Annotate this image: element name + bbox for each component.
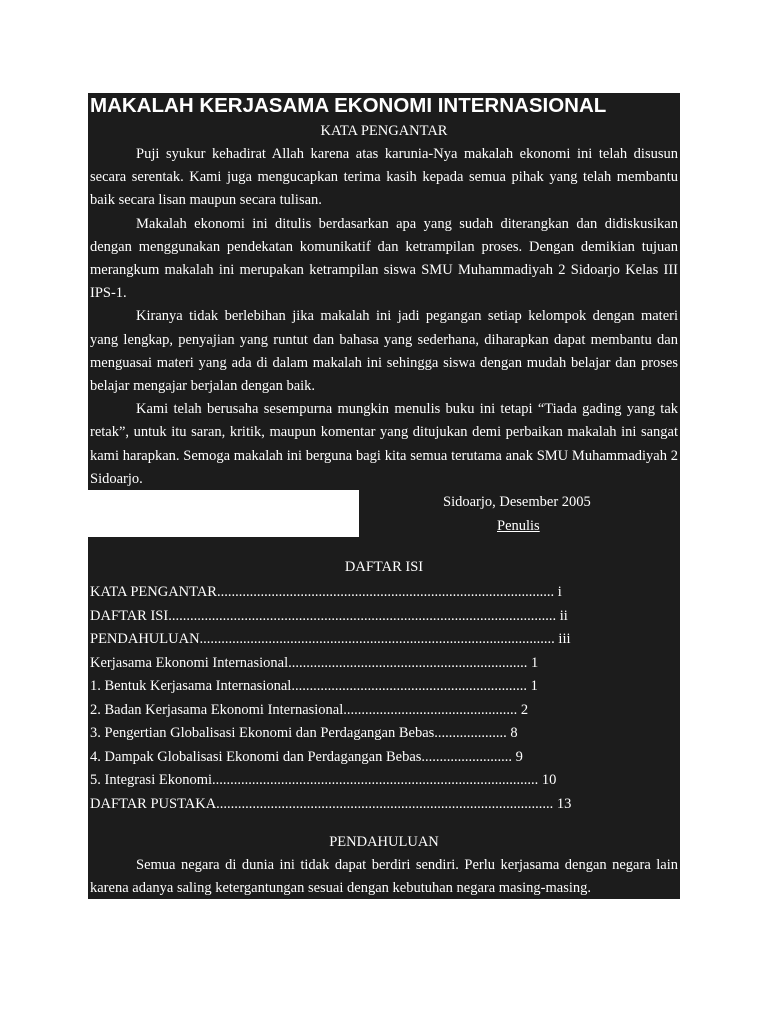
paragraph-4: Kami telah berusaha sesempurna mungkin menulis buku ini tetapi “Tiada gading yang tak retak”, untuk itu saran, kritik, maupun komentar yang ditujukan demi perbaikan makalah ini sangat kami harapkan. Semoga makalah ini berguna bagi kita semua terutama anak SMU Muhammadiyah 2 Sidoarjo. [90,401,678,487]
document-top-section [88,93,680,490]
paragraph-2: Makalah ekonomi ini ditulis berdasarkan apa yang sudah diterangkan dan didiskusikan dengan menggunakan pendekatan komunikatif dan ketrampilan proses. Dengan demikian tujuan merangkum makalah ini merupakan ketrampilan siswa SMU Muhammadiyah 2 Sidoarjo Kelas III IPS-1. [90,215,678,302]
document-title: MAKALAH KERJASAMA EKONOMI INTERNASIONAL [90,94,607,117]
toc-entry[interactable]: DAFTAR PUSTAKA............................................................................................. 13 [90,795,572,812]
toc-entry[interactable]: 3. Pengertian Globalisasi Ekonomi dan Perdagangan Bebas.................... 8 [90,725,518,741]
daftar-isi-heading: DAFTAR ISI [344,559,424,575]
table-of-contents [88,581,680,816]
author-label: Penulis [497,518,540,534]
paragraph-1: Puji syukur kehadirat Allah karena atas karunia-Nya makalah ekonomi ini telah disusun secara serentak. Kami juga mengucapkan terima kasih kepada semua pihak yang telah membantu baik secara lisan maupun secara tulisan. [90,146,678,209]
toc-entry[interactable]: 4. Dampak Globalisasi Ekonomi dan Perdagangan Bebas......................... 9 [90,748,523,765]
toc-entry[interactable]: KATA PENGANTAR............................................................................................. i [90,584,562,600]
pendahuluan-heading: PENDAHULUAN [329,834,439,850]
toc-entry[interactable]: DAFTAR ISI........................................................................................................... ii [90,607,568,624]
toc-entry[interactable]: 5. Integrasi Ekonomi.......................................................................................... 10 [90,772,557,788]
signature-block [359,490,680,537]
place-date: Sidoarjo, Desember 2005 [443,494,591,510]
toc-entry[interactable]: 1. Bentuk Kerjasama Internasional................................................................. 1 [90,678,538,694]
kata-pengantar-heading: KATA PENGANTAR [320,123,448,139]
toc-entry[interactable]: 2. Badan Kerjasama Ekonomi Internasional................................................ 2 [90,701,529,718]
toc-entry[interactable]: PENDAHULUAN.................................................................................................. iii [90,631,571,647]
pendahuluan-paragraph: Semua negara di dunia ini tidak dapat berdiri sendiri. Perlu kerjasama dengan negara lain karena adanya saling ketergantungan sesuai dengan kebutuhan negara masing-masing. [90,857,678,897]
document-toc-section [88,537,680,899]
toc-entry[interactable]: Kerjasama Ekonomi Internasional.................................................................. 1 [90,654,539,671]
paragraph-3: Kiranya tidak berlebihan jika makalah ini jadi pegangan setiap kelompok dengan materi yang lengkap, penyajian yang runtut dan bahasa yang sederhana, diharapkan dapat membantu dan menguasai materi yang ada di dalam makalah ini sehingga siswa dengan mudah belajar dan proses belajar mengajar berjalan dengan baik. [90,308,678,395]
